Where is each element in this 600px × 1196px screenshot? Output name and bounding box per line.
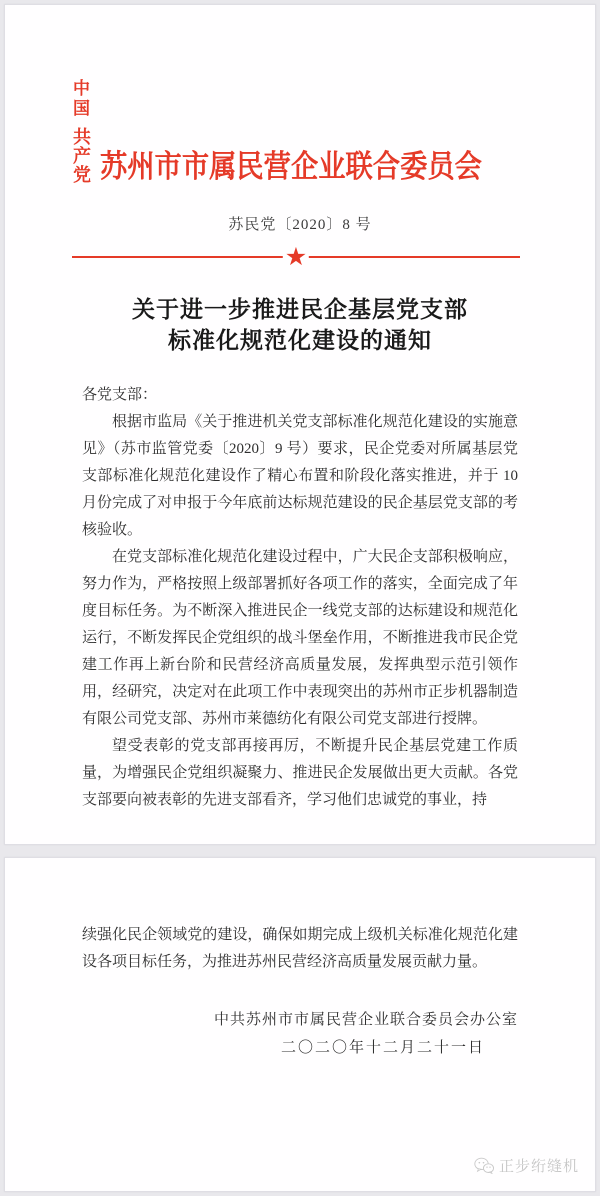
continuation-paragraph: 续强化民企领域党的建设，确保如期完成上级机关标准化规范化建设各项目标任务，为推进苏州民营经济高质量发展贡献力量。 [82,927,518,970]
party-name-block [73,79,91,185]
document-page-2 [4,857,596,1192]
star-icon: ★ [284,242,308,271]
document-page-1 [4,4,596,845]
body-paragraph-1: 根据市监局《关于推进机关党支部标准化规范化建设的实施意见》（苏市监管党委〔2020〕9 号）要求，民企党委对所属基层党支部标准化规范化建设作了精心布置和阶段化落实推进，并于 10 月份完成了对申报于今年底前达标规范建设的民企基层党支部的考核验收。 [82,414,518,538]
watermark-label: 正步绗缝机 [498,1158,579,1175]
body-paragraph-3: 望受表彰的党支部再接再厉，不断提升民企基层党建工作质量，为增强民企党组织凝聚力、推进民企发展做出更大贡献。各党支部要向被表彰的先进支部看齐，学习他们忠诚党的事业，持 [82,738,518,808]
notice-title-line-1: 关于进一步推进民企基层党支部 [132,297,468,322]
wechat-icon [474,1157,494,1174]
notice-title [82,294,518,356]
org-name: 苏州市市属民营企业联合委员会 [100,149,482,184]
notice-title-line-2: 标准化规范化建设的通知 [168,328,432,353]
watermark [474,1155,579,1176]
signature: 中共苏州市市属民营企业联合委员会办公室 [213,1012,518,1028]
letterhead [73,79,518,185]
salutation: 各党支部： [82,387,158,403]
party-name-line-2: 共产党 [73,127,91,185]
red-divider [72,242,520,271]
body-paragraph-2: 在党支部标准化规范化建设过程中，广大民企支部积极响应，努力作为，严格按照上级部署抓好各项工作的落实，全面完成了年度目标任务。为不断深入推进民企一线党支部的达标建设和规范化运行，不断发挥民企党组织的战斗堡垒作用，不断推进我市民企党建工作再上新台阶和民营经济高质量发展，发挥典型示范引领作用，经研究，决定对在此项工作中表现突出的苏州市正步机器制造有限公司党支部、苏州市莱德纺化有限公司党支部进行授牌。 [82,549,518,727]
party-name-line-1: 中 国 [73,79,90,118]
notice-date: 二〇二〇年十二月二十一日 [280,1040,485,1056]
doc-number: 苏民党〔2020〕8 号 [228,217,372,233]
